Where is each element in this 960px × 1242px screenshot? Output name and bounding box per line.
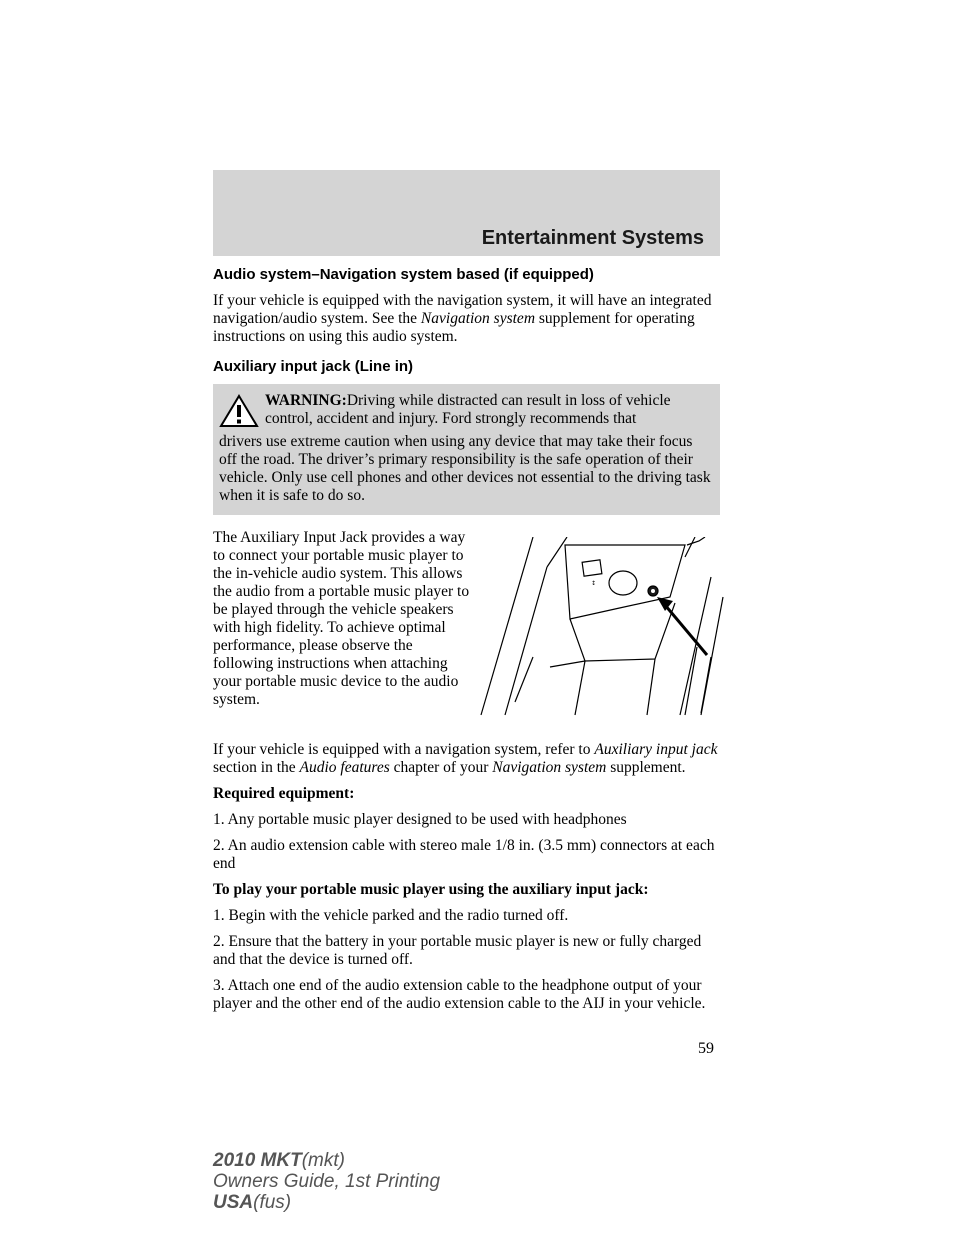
aij-section-heading: Auxiliary input jack (Line in) [213, 358, 414, 375]
equipment-heading: Required equipment: [213, 785, 355, 802]
warning-box [213, 384, 720, 515]
instructions-heading: To play your portable music player using the auxiliary input jack: [213, 881, 649, 898]
instruction-step: 3. Attach one end of the audio extension cable to the headphone output of your player and the other end of the audio extension cable to the AIJ in your vehicle. [213, 977, 706, 1012]
nav-section-heading: Audio system–Navigation system based (if equipped) [213, 266, 594, 283]
page-number: 59 [698, 1040, 714, 1057]
aij-console-illustration [475, 537, 725, 717]
section-header [213, 170, 720, 256]
instruction-step: 2. Ensure that the battery in your portable music player is new or fully charged and that the device is turned off. [213, 933, 702, 968]
warning-text-rest: drivers use extreme caution when using any device that may take their focus off the road. The driver’s primary responsibility is the safe operation of their vehicle. Only use cell phones and other devices not essential to the driving task when it is safe to do so. [219, 433, 711, 504]
warning-triangle-icon [219, 394, 261, 433]
instruction-step: 1. Begin with the vehicle parked and the radio turned off. [213, 907, 569, 924]
svg-text:↕: ↕ [591, 580, 597, 587]
nav-section-body: If your vehicle is equipped with the navigation system, it will have an integrated navigation/audio system. See the Navigation system supplement for operating instructions on using this audio system. [213, 292, 712, 345]
aij-intro-block [213, 529, 720, 741]
warning-text-first: WARNING:Driving while distracted can result in loss of vehicle control, accident and injury. Ford strongly recommends that [265, 392, 671, 427]
aij-intro-text: The Auxiliary Input Jack provides a way to connect your portable music player to the in-vehicle audio system. This allows the audio from a portable music player to be played through the vehicle speakers with high fidelity. To achieve optimal performance, please observe the following instructions when attaching your portable music device to the audio system. [213, 529, 470, 708]
aij-nav-reference: If your vehicle is equipped with a navigation system, refer to Auxiliary input jack section in the Audio features chapter of your Navigation system supplement. [213, 741, 718, 776]
page-content [213, 266, 720, 1021]
equipment-item: 2. An audio extension cable with stereo male 1/8 in. (3.5 mm) connectors at each end [213, 837, 715, 872]
equipment-item: 1. Any portable music player designed to be used with headphones [213, 811, 627, 828]
section-title: Entertainment Systems [481, 227, 704, 249]
print-footer: 2010 MKT(mkt) Owners Guide, 1st Printing USA(fus) [213, 1150, 441, 1213]
